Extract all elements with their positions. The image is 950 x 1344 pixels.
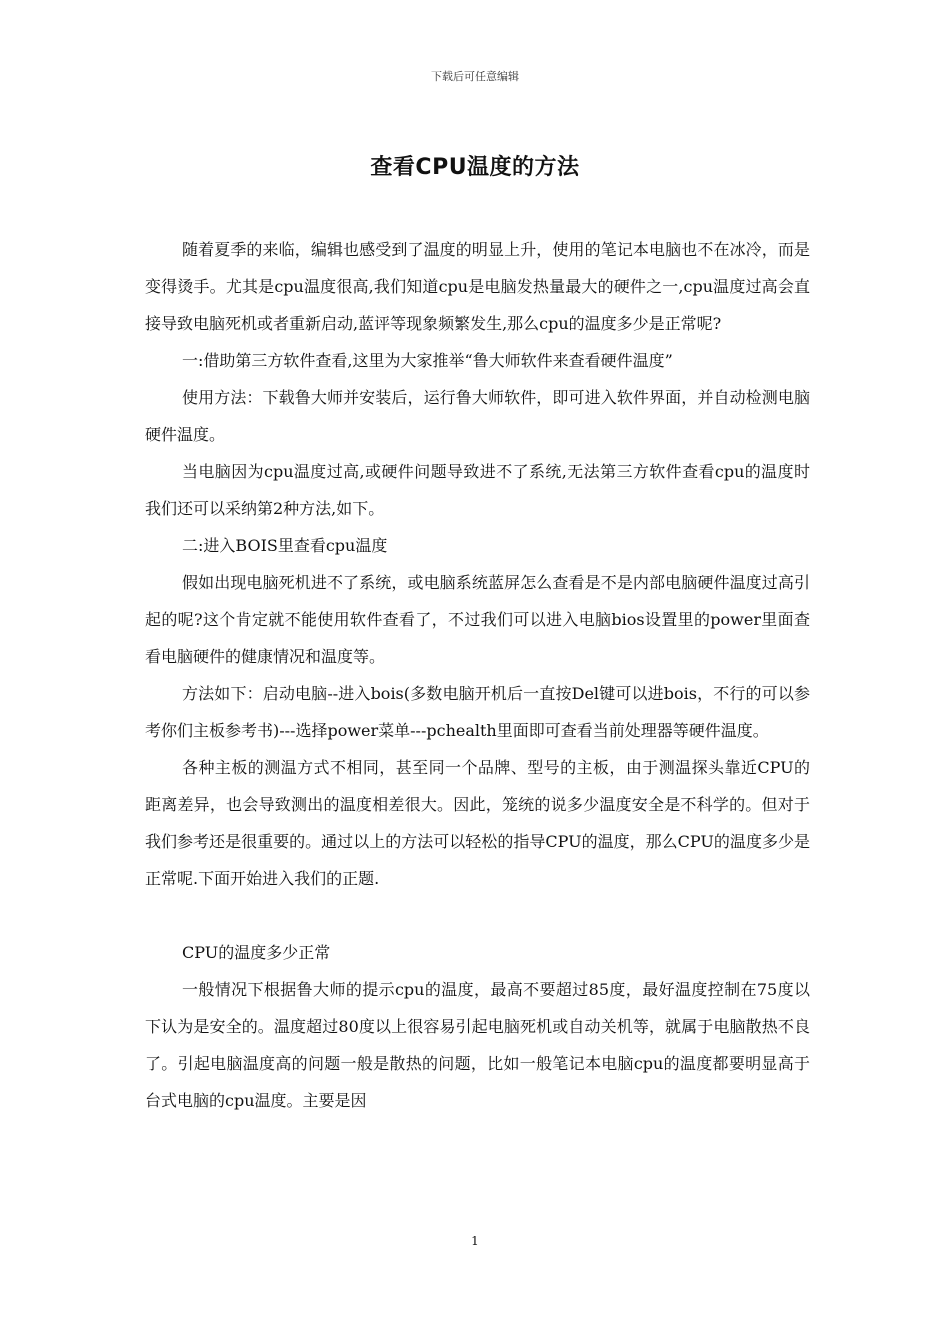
paragraph-bios-check: 假如出现电脑死机进不了系统，或电脑系统蓝屏怎么查看是不是内部电脑硬件温度过高引起的呢?这个肯定就不能使用软件查看了，不过我们可以进入电脑bios设置里的power里面查看电脑硬件的健康情况和温度等。 [145, 573, 810, 666]
paragraph-method-one-heading: 一:借助第三方软件查看,这里为大家推举“鲁大师软件来查看硬件温度” [182, 351, 673, 370]
paragraph-intro: 随着夏季的来临，编辑也感受到了温度的明显上升，使用的笔记本电脑也不在冰冷，而是变得烫手。尤其是cpu温度很高,我们知道cpu是电脑发热量最大的硬件之一,cpu温度过高会直接导致电脑死机或者重新启动,蓝评等现象频繁发生,那么cpu的温度多少是正常呢? [145, 240, 810, 333]
section-heading-normal-temp: CPU的温度多少正常 [182, 943, 331, 962]
paragraph-bios-steps: 方法如下：启动电脑--进入bois(多数电脑开机后一直按Del键可以进bois，不行的可以参考你们主板参考书)---选择power菜单---pchealth里面即可查看当前处理器等硬件温度。 [145, 684, 810, 740]
paragraph-normal-temp: 一般情况下根据鲁大师的提示cpu的温度，最高不要超过85度，最好温度控制在75度以下认为是安全的。温度超过80度以上很容易引起电脑死机或自动关机等，就属于电脑散热不良了。引起电脑温度高的问题一般是散热的问题，比如一般笔记本电脑cpu的温度都要明显高于台式电脑的cpu温度。主要是因 [145, 980, 810, 1110]
paragraph-method-two-reason: 当电脑因为cpu温度过高,或硬件问题导致进不了系统,无法第三方软件查看cpu的温度时我们还可以采纳第2种方法,如下。 [145, 462, 810, 518]
paragraph-method-one-usage: 使用方法：下载鲁大师并安装后，运行鲁大师软件，即可进入软件界面，并自动检测电脑硬件温度。 [145, 388, 810, 444]
page-header-note: 下载后可任意编辑 [431, 70, 519, 83]
document-title: 查看CPU温度的方法 [370, 155, 580, 180]
paragraph-method-two-heading: 二:进入BOIS里查看cpu温度 [182, 536, 388, 555]
document-body [145, 231, 810, 1119]
page-number: 1 [471, 1234, 479, 1248]
paragraph-motherboard-note: 各种主板的测温方式不相同，甚至同一个品牌、型号的主板，由于测温探头靠近CPU的距离差异，也会导致测出的温度相差很大。因此，笼统的说多少温度安全是不科学的。但对于我们参考还是很重要的。通过以上的方法可以轻松的指导CPU的温度，那么CPU的温度多少是正常呢.下面开始进入我们的正题. [145, 758, 810, 888]
